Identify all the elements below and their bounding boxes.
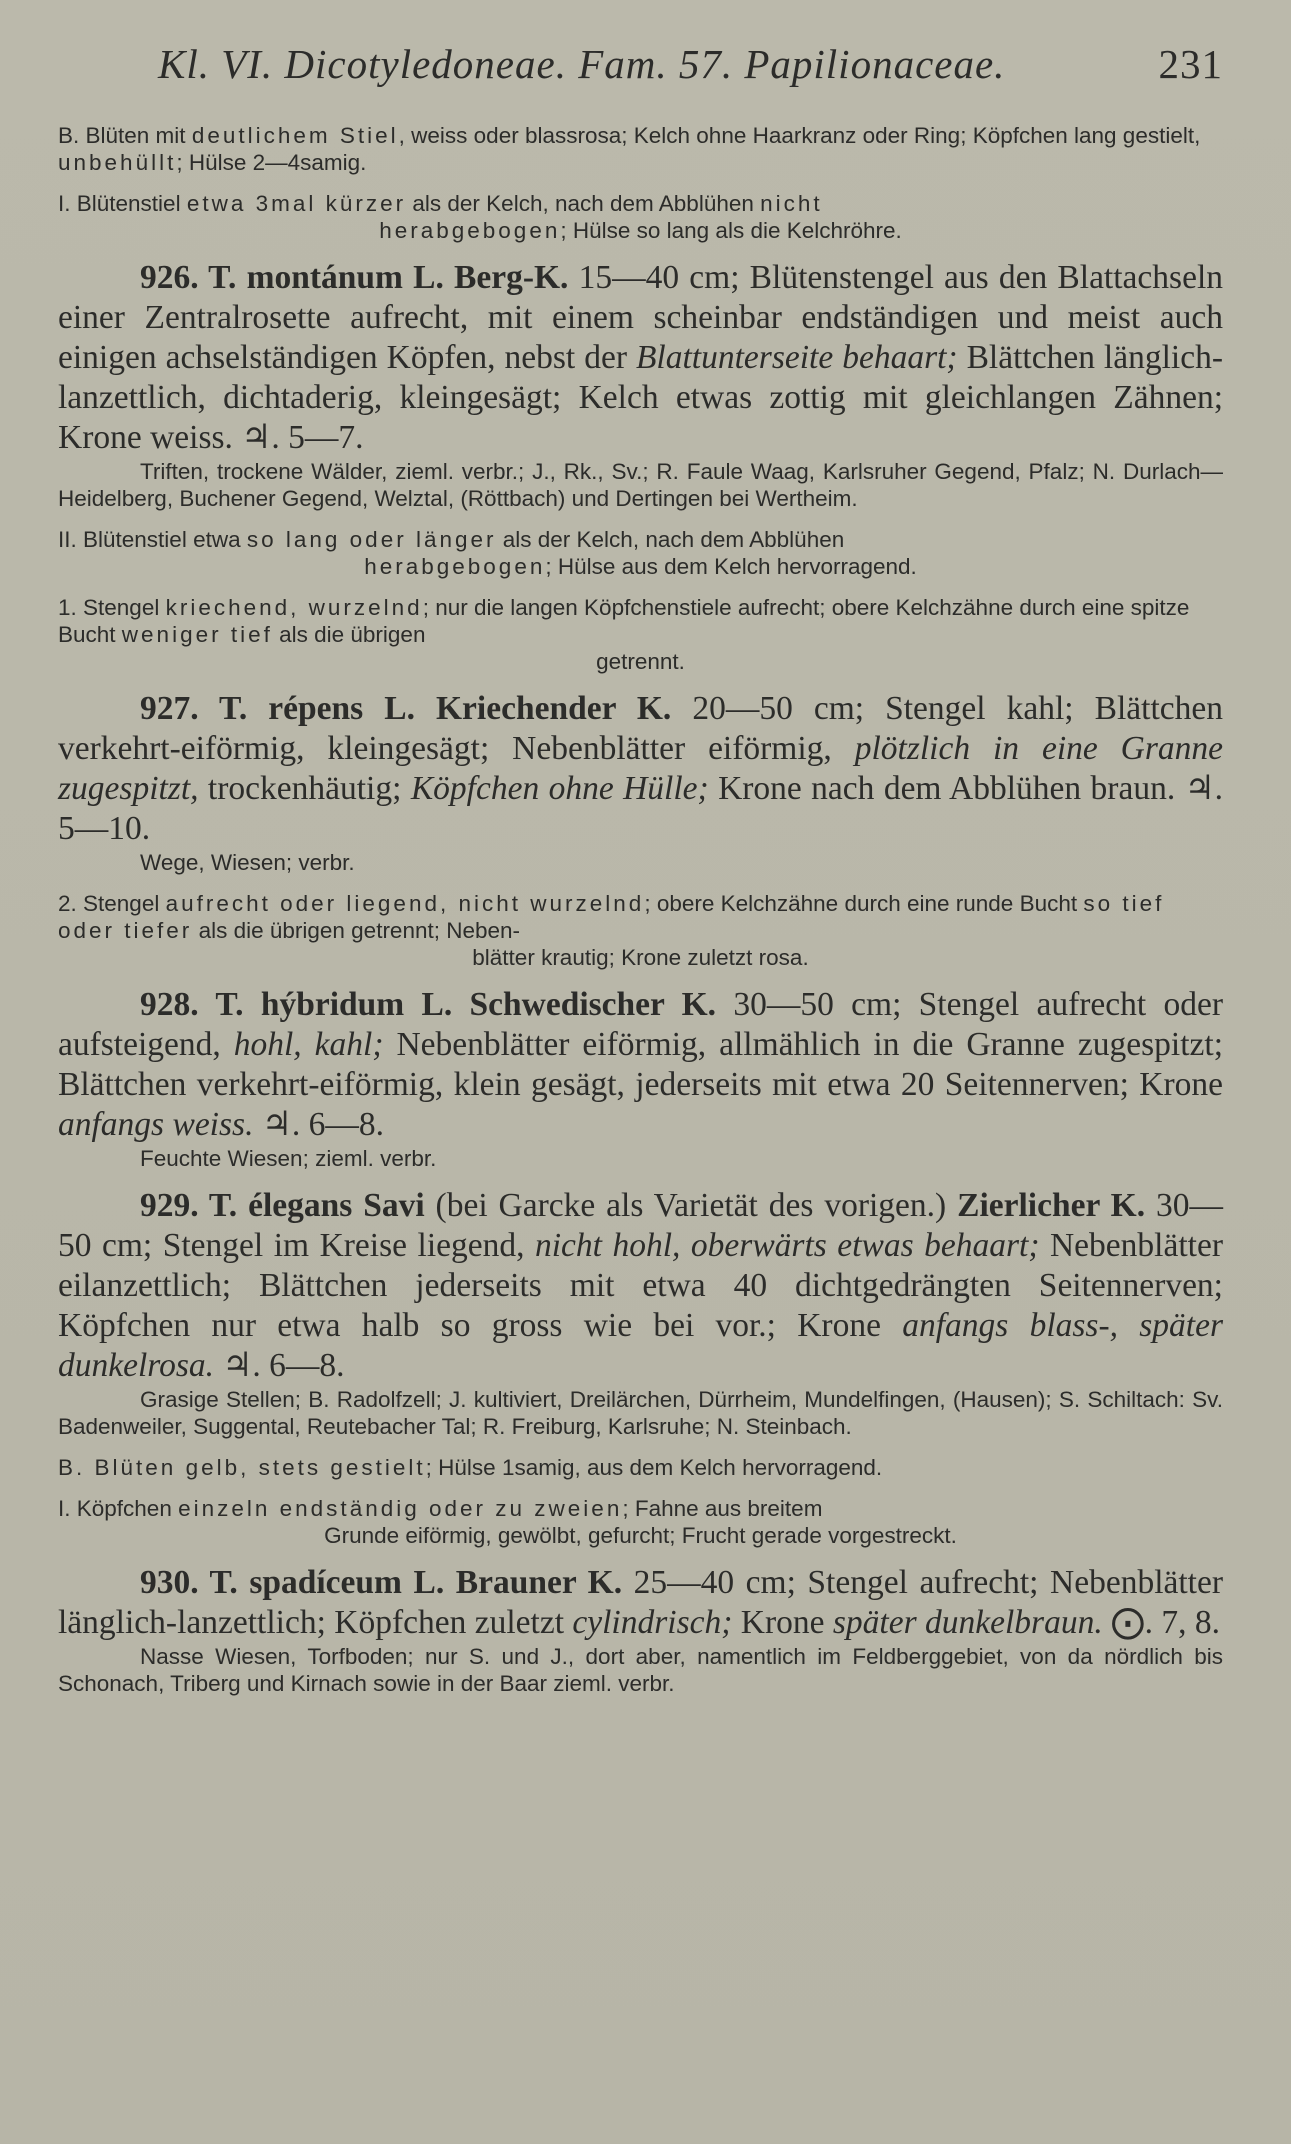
entry-929: 929. T. élegans Savi (bei Garcke als Varietät des vorigen.) Zierlicher K. 30—50 cm; Stengel im Kreise liegend, nicht hohl, oberwärts etwas behaart; Nebenblätter eilanzettlich; Blättchen jederseits mit etwa 40 dichtgedrängten Seitennerven; Köpfchen nur etwa halb so gross wie bei vor.; Krone anfangs blass-, später dunkelrosa. ♃. 6—8. [58, 1187, 1224, 1384]
key-1-creeping: 1. Stengel kriechend, wurzelnd; nur die langen Köpfchenstiele aufrecht; obere Kelchzähne durch eine spitze Bucht weniger tief als die übrigen getrennt. [58, 595, 1190, 674]
key-b-yellow-flowers: B. Blüten gelb, stets gestielt; Hülse 1samig, aus dem Kelch hervorragend. [58, 1455, 883, 1480]
page-number: 231 [1158, 41, 1223, 87]
running-header [58, 40, 1223, 98]
entry-928: 928. T. hýbridum L. Schwedischer K. 30—50 cm; Stengel aufrecht oder aufsteigend, hohl, kahl; Nebenblätter eiförmig, allmählich in die Granne zugespitzt; Blättchen verkehrt-eiförmig, klein gesägt, jederseits mit etwa 20 Seitennerven; Krone anfangs weiss. ♃. 6—8. [58, 986, 1224, 1143]
key-b-white-flowers: B. Blüten mit deutlichem Stiel, weiss oder blassrosa; Kelch ohne Haarkranz oder Ring; Köpfchen lang gestielt, unbehüllt; Hülse 2—4samig. [58, 123, 1201, 175]
key-i-single-heads: I. Köpfchen einzeln endständig oder zu zweien; Fahne aus breitem Grunde eiförmig, gewölbt, gefurcht; Frucht gerade vorgestreckt. [58, 1496, 957, 1548]
entry-930: 930. T. spadíceum L. Brauner K. 25—40 cm; Stengel aufrecht; Nebenblätter länglich-lanzettlich; Köpfchen zuletzt cylindrisch; Krone später dunkelbraun. ⨀. 7, 8. [58, 1564, 1224, 1641]
header-title: Kl. VI. Dicotyledoneae. Fam. 57. Papilionaceae. [158, 41, 1006, 87]
localities-927: Wege, Wiesen; verbr. [140, 850, 355, 875]
localities-930: Nasse Wiesen, Torfboden; nur S. und J., dort aber, namentlich im Feldberggebiet, von da nördlich bis Schonach, Triberg und Kirnach sowie in der Baar zieml. verbr. [58, 1644, 1223, 1696]
localities-926: Triften, trockene Wälder, zieml. verbr.; J., Rk., Sv.; R. Faule Waag, Karlsruher Gegend, Pfalz; N. Durlach—Heidelberg, Buchener Gegend, Welztal, (Röttbach) und Dertingen bei Wertheim. [58, 459, 1223, 511]
key-ii-long-pedicel: II. Blütenstiel etwa so lang oder länger als der Kelch, nach dem Abblühen herabgebogen; Hülse aus dem Kelch hervorragend. [58, 527, 917, 579]
entry-927: 927. T. répens L. Kriechender K. 20—50 cm; Stengel kahl; Blättchen verkehrt-eiförmig, kleingesägt; Nebenblätter eiförmig, plötzlich in eine Granne zugespitzt, trockenhäutig; Köpfchen ohne Hülle; Krone nach dem Abblühen braun. ♃. 5—10. [58, 690, 1223, 847]
key-i-short-pedicel: I. Blütenstiel etwa 3mal kürzer als der Kelch, nach dem Abblühen nicht herabgebogen; Hülse so lang als die Kelchröhre. [58, 191, 902, 243]
entry-926: 926. T. montánum L. Berg-K. 15—40 cm; Blütenstengel aus den Blattachseln einer Zentralrosette aufrecht, mit einem scheinbar endständigen und meist auch einigen achselständigen Köpfen, nebst der Blattunterseite behaart; Blättchen länglich-lanzettlich, dichtaderig, kleingesägt; Kelch etwas zottig mit gleichlangen Zähnen; Krone weiss. ♃. 5—7. [58, 259, 1224, 456]
localities-928: Feuchte Wiesen; zieml. verbr. [140, 1146, 437, 1171]
key-2-upright: 2. Stengel aufrecht oder liegend, nicht wurzelnd; obere Kelchzähne durch eine runde Bucht so tief oder tiefer als die übrigen getrennt; Neben- blätter krautig; Krone zuletzt rosa. [58, 891, 1165, 970]
localities-929: Grasige Stellen; B. Radolfzell; J. kultiviert, Dreilärchen, Dürrheim, Mundelfingen, (Hausen); S. Schiltach: Sv. Badenweiler, Suggental, Reutebacher Tal; R. Freiburg, Karlsruhe; N. Steinbach. [58, 1387, 1223, 1439]
